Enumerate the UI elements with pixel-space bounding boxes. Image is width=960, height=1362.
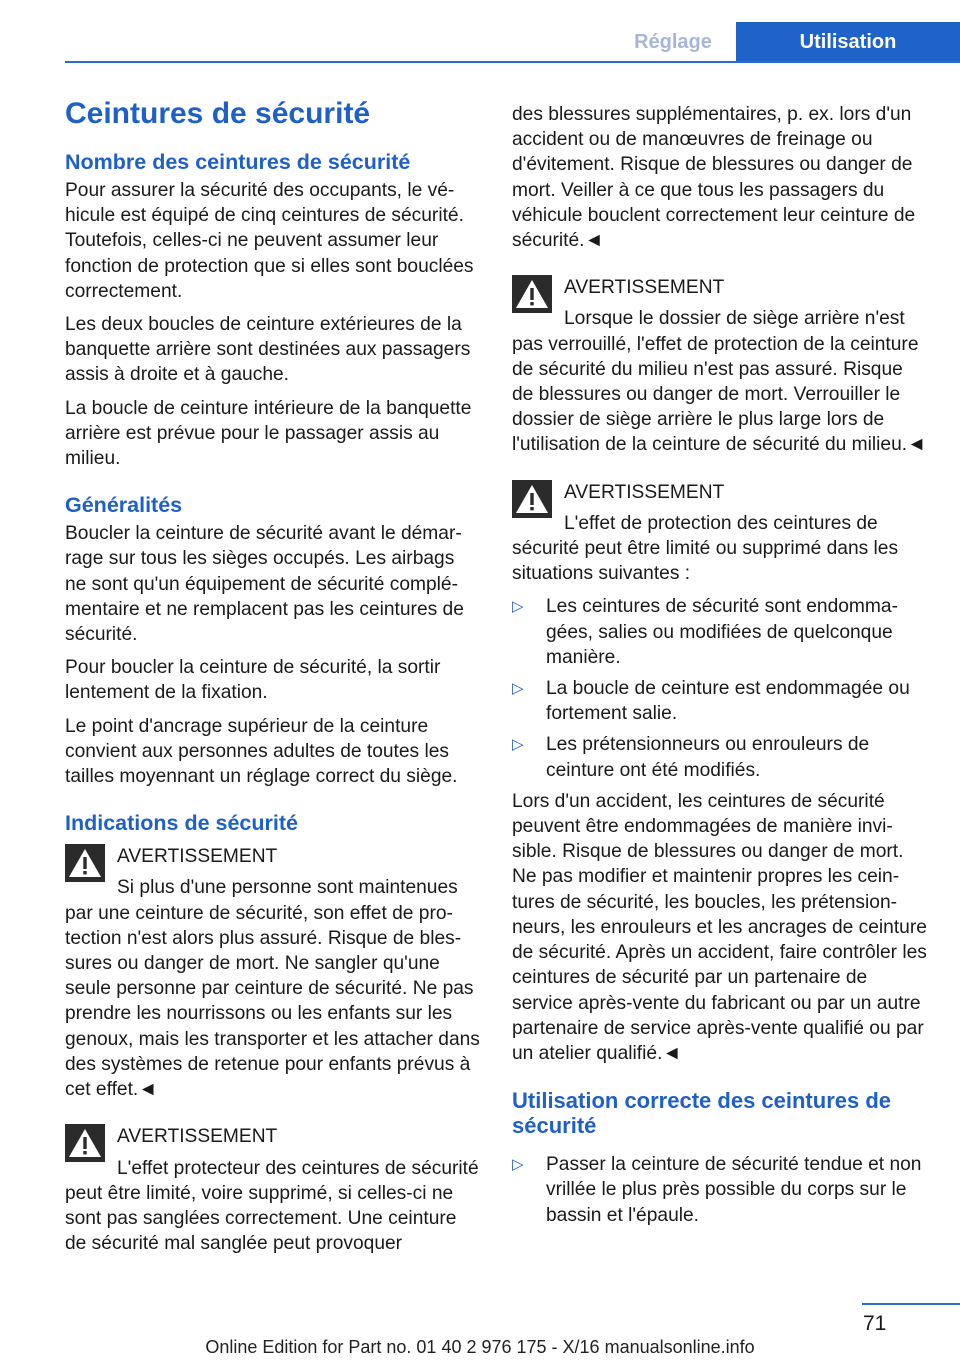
- header-tabs: [610, 22, 960, 62]
- list-item: [512, 732, 927, 782]
- paragraph: La boucle de ceinture intérieure de la banquette arrière est prévue pour le passager assis au milieu.: [65, 397, 472, 470]
- heading-nombre-ceintures: Nombre des ceintures de sécurité: [65, 150, 411, 174]
- heading-utilisation-correcte: Utilisation correcte des ceintures de sécurité: [512, 1088, 892, 1139]
- warning-triangle-icon: [512, 275, 552, 313]
- bullet-triangle-icon: ▷: [512, 1156, 524, 1174]
- right-column: [512, 102, 927, 1234]
- warning-label: AVERTISSEMENT: [117, 1126, 278, 1148]
- list-item-text: Les ceintures de sécurité sont endommagées, salies ou modifiées de quelconque manière.: [546, 596, 898, 668]
- bullet-triangle-icon: ▷: [512, 598, 524, 616]
- warning-text: L'effet de protection des ceintures de sécurité peut être limité ou supprimé dans les situations suivantes :: [512, 512, 899, 585]
- warning-label: AVERTISSEMENT: [564, 481, 725, 503]
- list-item: [512, 594, 927, 670]
- list-item-text: Les prétensionneurs ou enrouleurs de ceinture ont été modifiés.: [546, 734, 870, 781]
- left-column: [65, 96, 480, 1264]
- warning-bullet-list: [512, 594, 927, 782]
- bullet-triangle-icon: ▷: [512, 736, 524, 754]
- warning-text-continued: des blessures supplémentaires, p. ex. lors d'un accident ou de manœuvres de freinage ou d'évitement. Risque de blessures ou danger de mort. Veiller à ce que tous les passagers du véhicule bouclent correctement leur ceinture de sécurité.◄: [512, 104, 916, 252]
- tab-reglage[interactable]: Réglage: [634, 30, 712, 53]
- list-item-text: Passer la ceinture de sécurité tendue et non vrillée le plus près possible du corps sur le bassin et l'épaule.: [546, 1154, 922, 1226]
- page-title: Ceintures de sécurité: [65, 97, 371, 130]
- warning-block-3: [512, 275, 927, 457]
- list-item: [512, 676, 927, 726]
- paragraph: Les deux boucles de ceinture extérieures de la banquette arrière sont destinées aux passagers assis à droite et à gauche.: [65, 314, 471, 386]
- warning-triangle-icon: [65, 844, 105, 882]
- heading-generalites: Généralités: [65, 493, 183, 518]
- warning-text: Si plus d'une personne sont maintenues par une ceinture de sécurité, son effet de protection n'est alors plus assuré. Risque de blessures ou danger de mort. Ne sangler qu'une seule personne par ceinture de sécurité. Ne pas prendre les nourrissons ou les enfants sur les genoux, mais les transporter et les attacher dans des systèmes de retenue pour enfants prévus à cet effet.◄: [65, 877, 480, 1101]
- paragraph: Le point d'ancrage supérieur de la ceinture convient aux personnes adultes de toutes les tailles moyennant un réglage correct du siège.: [65, 715, 458, 788]
- warning-text: Lorsque le dossier de siège arrière n'est pas verrouillé, l'effet de protection de la ceinture de sécurité du milieu n'est pas assuré. Risque de blessures ou danger de mort. Verrouiller le dossier de siège arrière le plus large lors de l'utilisation de la ceinture de sécurité du milieu.◄: [512, 308, 927, 456]
- usage-bullet-list: [512, 1152, 927, 1228]
- warning-block-2: [65, 1124, 480, 1256]
- warning-block-4: [512, 480, 927, 587]
- warning-label: AVERTISSEMENT: [564, 277, 725, 299]
- footer-rule: [862, 1303, 960, 1305]
- list-item-text: La boucle de ceinture est endommagée ou fortement salie.: [546, 678, 910, 725]
- warning-triangle-icon: [65, 1124, 105, 1162]
- paragraph: Pour assurer la sécurité des occupants, le véhicule est équipé de cinq ceintures de sécurité. Toutefois, celles-ci ne peuvent assumer leur fonction de protection que si elles sont bouclées correctement.: [65, 180, 474, 302]
- list-item: [512, 1152, 927, 1228]
- tab-utilisation[interactable]: Utilisation: [736, 22, 960, 62]
- header-rule: [65, 61, 960, 63]
- warning-label: AVERTISSEMENT: [117, 846, 278, 868]
- page-number: 71: [863, 1312, 887, 1335]
- footer-edition-text: Online Edition for Part no. 01 40 2 976 175 - X/16 manualsonline.info: [205, 1337, 755, 1357]
- bullet-triangle-icon: ▷: [512, 680, 524, 698]
- heading-indications-securite: Indications de sécurité: [65, 811, 298, 836]
- paragraph: Lors d'un accident, les ceintures de sécurité peuvent être endommagées de manière invisible. Risque de blessures ou danger de mort. Ne pas modifier et maintenir propres les ceintures de sécurité, les boucles, les prétensionneurs, les enrouleurs et les ancrages de ceinture de sécurité. Après un accident, faire contrôler les ceintures de sécurité par un partenaire de service après-vente du fabricant ou par un autre partenaire de service après-vente qualifié ou par un atelier qualifié.◄: [512, 790, 927, 1064]
- warning-triangle-icon: [512, 480, 552, 518]
- paragraph: Boucler la ceinture de sécurité avant le démarrage sur tous les sièges occupés. Les airbags ne sont qu'un équipement de sécurité complémentaire et ne remplacent pas les ceintures de sécurité.: [65, 523, 464, 646]
- paragraph: Pour boucler la ceinture de sécurité, la sortir lentement de la fixation.: [65, 657, 441, 704]
- warning-block-1: [65, 844, 480, 1102]
- warning-text: L'effet protecteur des ceintures de sécurité peut être limité, voire supprimé, si celles-ci ne sont pas sanglées correctement. Une ceinture de sécurité mal sanglée peut provoquer: [65, 1157, 479, 1255]
